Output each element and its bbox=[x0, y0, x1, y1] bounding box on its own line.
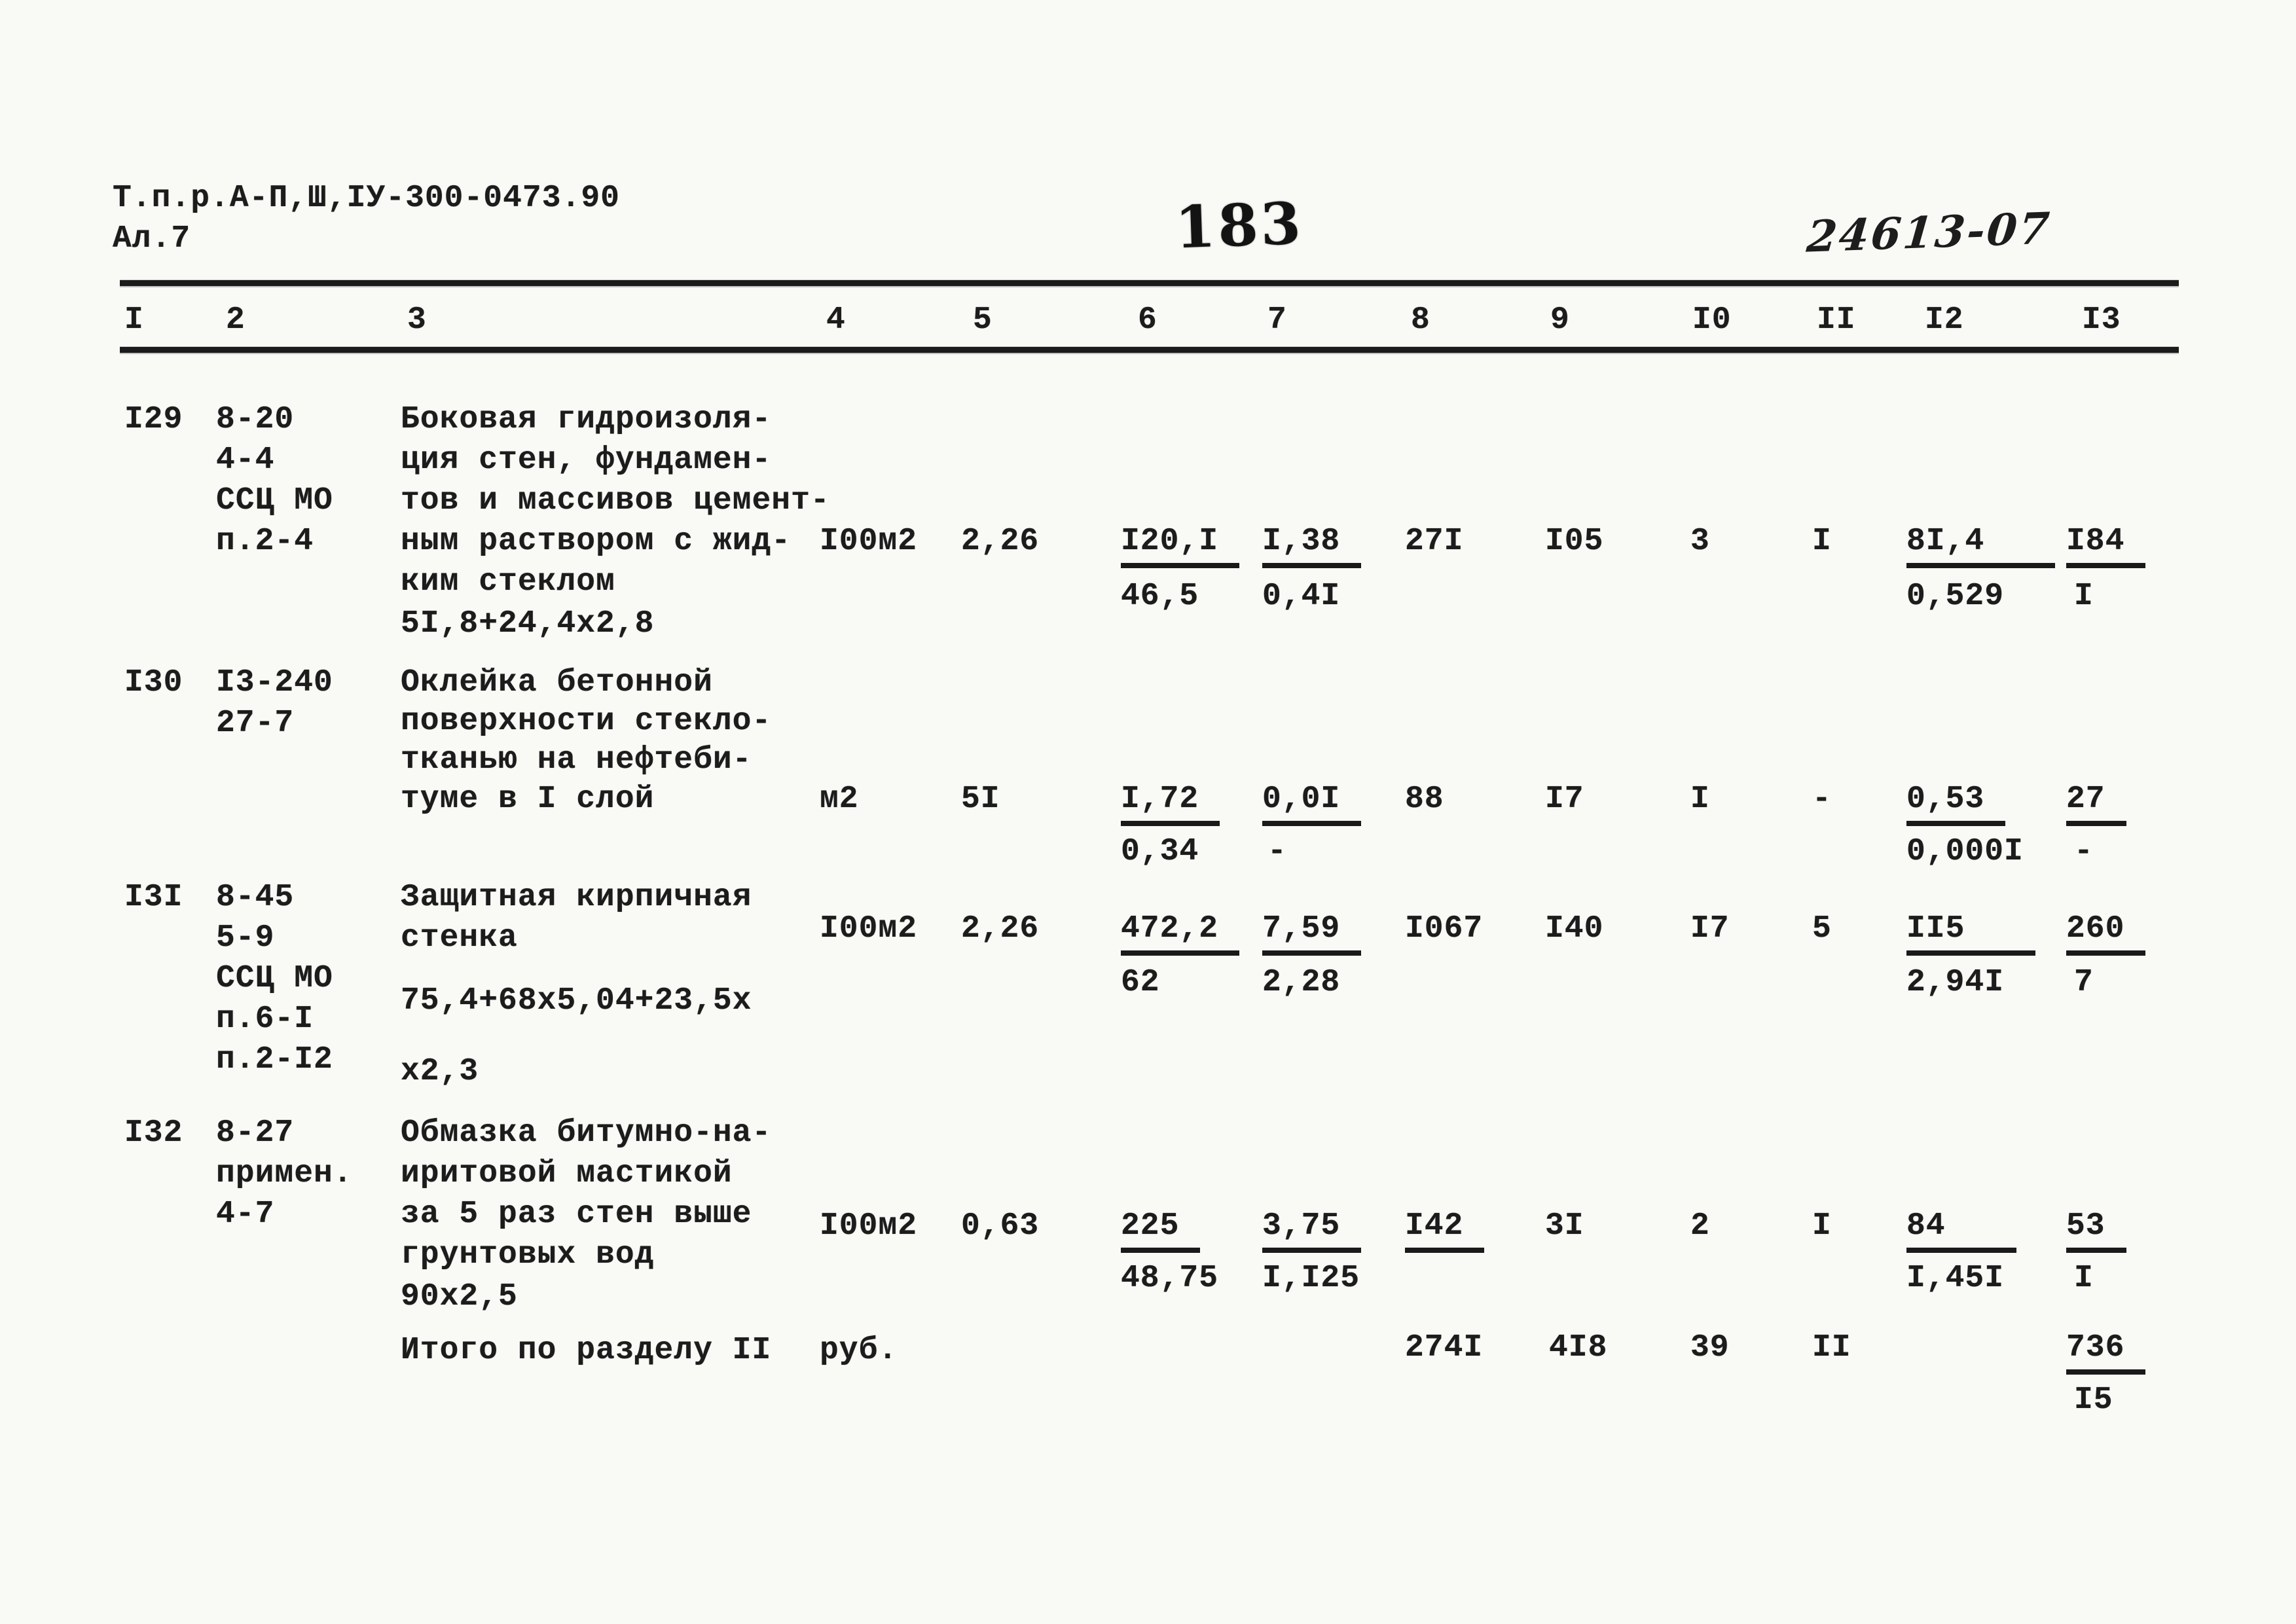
table-rule-bottom bbox=[120, 347, 2179, 353]
description-line: ным раствором с жид- bbox=[401, 524, 792, 559]
code-line: ССЦ МО bbox=[216, 961, 333, 996]
formula-line: 90x2,5 bbox=[401, 1279, 518, 1314]
table-cell: 46,5 bbox=[1121, 579, 1199, 614]
cell-qty: 2,26 bbox=[961, 911, 1040, 947]
description-line: туме в I слой bbox=[401, 782, 655, 817]
column-header: 3 bbox=[407, 302, 427, 338]
formula-line: x2,3 bbox=[401, 1054, 479, 1089]
description-line: ким стеклом bbox=[401, 564, 615, 600]
table-cell: - bbox=[1812, 782, 1832, 817]
description-line: иритовой мастикой bbox=[401, 1156, 733, 1191]
cell-unit: I00м2 bbox=[820, 1208, 918, 1244]
cell-unit: руб. bbox=[820, 1333, 898, 1368]
table-cell: 8I,4 bbox=[1906, 521, 2055, 568]
description-line: Обмазка битумно-на- bbox=[401, 1115, 772, 1151]
cell-qty: 5I bbox=[961, 782, 1000, 817]
column-header: 4 bbox=[826, 302, 846, 338]
column-header: I bbox=[124, 302, 144, 338]
table-cell: 53 bbox=[2066, 1206, 2126, 1253]
description-line: тканью на нефтеби- bbox=[401, 742, 752, 778]
table-cell: 39 bbox=[1690, 1330, 1730, 1365]
table-cell: 3,75 bbox=[1262, 1206, 1361, 1253]
table-cell: 27I bbox=[1405, 524, 1464, 559]
table-cell: I bbox=[1690, 782, 1710, 817]
table-cell: 472,2 bbox=[1121, 909, 1239, 956]
row-number: I30 bbox=[124, 665, 183, 700]
table-cell: 48,75 bbox=[1121, 1261, 1219, 1296]
table-cell: I7 bbox=[1690, 911, 1730, 947]
description-line: грунтовых вод bbox=[401, 1237, 655, 1272]
table-cell: II bbox=[1812, 1330, 1851, 1365]
code-line: 8-27 bbox=[216, 1115, 295, 1151]
row-number: I29 bbox=[124, 402, 183, 437]
table-cell: I,I25 bbox=[1262, 1261, 1360, 1296]
table-cell: 260 bbox=[2066, 909, 2145, 956]
column-header: I2 bbox=[1925, 302, 1964, 338]
code-line: 27-7 bbox=[216, 706, 295, 741]
column-header: 2 bbox=[226, 302, 246, 338]
table-cell: I,45I bbox=[1906, 1261, 2005, 1296]
column-header: 7 bbox=[1267, 302, 1287, 338]
code-line: ССЦ МО bbox=[216, 483, 333, 518]
formula-line: 75,4+68x5,04+23,5x bbox=[401, 983, 752, 1019]
total-label: Итого по разделу II bbox=[401, 1333, 772, 1368]
table-rule-top bbox=[120, 280, 2179, 286]
description-line: Защитная кирпичная bbox=[401, 880, 752, 915]
code-line: примен. bbox=[216, 1156, 353, 1191]
table-cell: 0,34 bbox=[1121, 834, 1199, 869]
table-cell: 2 bbox=[1690, 1208, 1710, 1244]
table-cell: I84 bbox=[2066, 521, 2145, 568]
table-cell: I5 bbox=[2074, 1382, 2113, 1418]
table-cell: I bbox=[2074, 1261, 2094, 1296]
code-line: I3-240 bbox=[216, 665, 333, 700]
table-cell: 7 bbox=[2074, 965, 2094, 1000]
table-cell: I40 bbox=[1545, 911, 1604, 947]
table-cell: 225 bbox=[1121, 1206, 1200, 1253]
table-cell: I42 bbox=[1405, 1206, 1484, 1253]
description-line: тов и массивов цемент- bbox=[401, 483, 830, 518]
table-cell: I067 bbox=[1405, 911, 1484, 947]
table-cell: I bbox=[1812, 1208, 1832, 1244]
code-line: 4-4 bbox=[216, 442, 275, 478]
table-cell: 88 bbox=[1405, 782, 1444, 817]
code-line: 8-45 bbox=[216, 880, 295, 915]
table-cell: II5 bbox=[1906, 909, 2035, 956]
table-cell: 84 bbox=[1906, 1206, 2016, 1253]
table-cell: I bbox=[2074, 579, 2094, 614]
doc-code: Т.п.р.А-П,Ш,IУ-300-0473.90 bbox=[113, 181, 620, 216]
table-cell: 0,0I bbox=[1262, 779, 1361, 826]
column-header: 6 bbox=[1138, 302, 1157, 338]
table-cell: 0,529 bbox=[1906, 579, 2005, 614]
table-cell: I05 bbox=[1545, 524, 1604, 559]
table-cell: 274I bbox=[1405, 1330, 1484, 1365]
description-line: за 5 раз стен выше bbox=[401, 1197, 752, 1232]
table-cell: 27 bbox=[2066, 779, 2126, 826]
description-line: Боковая гидроизоля- bbox=[401, 402, 772, 437]
column-header: I0 bbox=[1692, 302, 1732, 338]
table-cell: 0,000I bbox=[1906, 834, 2024, 869]
table-cell: 5 bbox=[1812, 911, 1832, 947]
row-number: I3I bbox=[124, 880, 183, 915]
code-line: 5-9 bbox=[216, 920, 275, 956]
formula-line: 5I,8+24,4x2,8 bbox=[401, 606, 655, 641]
table-cell: 0,4I bbox=[1262, 579, 1341, 614]
table-cell: 4I8 bbox=[1549, 1330, 1608, 1365]
column-header: 9 bbox=[1550, 302, 1570, 338]
table-cell: 3 bbox=[1690, 524, 1710, 559]
table-cell: 62 bbox=[1121, 965, 1160, 1000]
cell-qty: 0,63 bbox=[961, 1208, 1040, 1244]
column-header: I3 bbox=[2082, 302, 2121, 338]
cell-unit: м2 bbox=[820, 782, 859, 817]
description-line: ция стен, фундамен- bbox=[401, 442, 772, 478]
table-cell: - bbox=[1267, 834, 1287, 869]
code-line: п.2-4 bbox=[216, 524, 314, 559]
table-cell: 3I bbox=[1545, 1208, 1584, 1244]
table-cell: 7,59 bbox=[1262, 909, 1361, 956]
table-cell: - bbox=[2074, 834, 2094, 869]
table-cell: I20,I bbox=[1121, 521, 1239, 568]
code-line: 8-20 bbox=[216, 402, 295, 437]
column-header: 5 bbox=[973, 302, 993, 338]
row-number: I32 bbox=[124, 1115, 183, 1151]
table-cell: I,72 bbox=[1121, 779, 1220, 826]
table-cell: I bbox=[1812, 524, 1832, 559]
table-cell: 2,28 bbox=[1262, 965, 1341, 1000]
column-header: II bbox=[1817, 302, 1856, 338]
code-line: п.6-I bbox=[216, 1001, 314, 1037]
cell-unit: I00м2 bbox=[820, 911, 918, 947]
table-cell: 736 bbox=[2066, 1327, 2145, 1375]
description-line: Оклейка бетонной bbox=[401, 665, 713, 700]
cell-unit: I00м2 bbox=[820, 524, 918, 559]
description-line: стенка bbox=[401, 920, 518, 956]
cell-qty: 2,26 bbox=[961, 524, 1040, 559]
table-cell: 0,53 bbox=[1906, 779, 2005, 826]
table-cell: 2,94I bbox=[1906, 965, 2005, 1000]
page-number-stamp: 183 bbox=[1174, 189, 1305, 262]
code-line: 4-7 bbox=[216, 1197, 275, 1232]
description-line: поверхности стекло- bbox=[401, 704, 772, 739]
handwritten-doc-number: 24613-07 bbox=[1804, 202, 2054, 262]
table-cell: I,38 bbox=[1262, 521, 1361, 568]
column-header: 8 bbox=[1411, 302, 1430, 338]
table-cell: I7 bbox=[1545, 782, 1584, 817]
code-line: п.2-I2 bbox=[216, 1042, 333, 1077]
sheet-code: Ал.7 bbox=[113, 221, 191, 257]
